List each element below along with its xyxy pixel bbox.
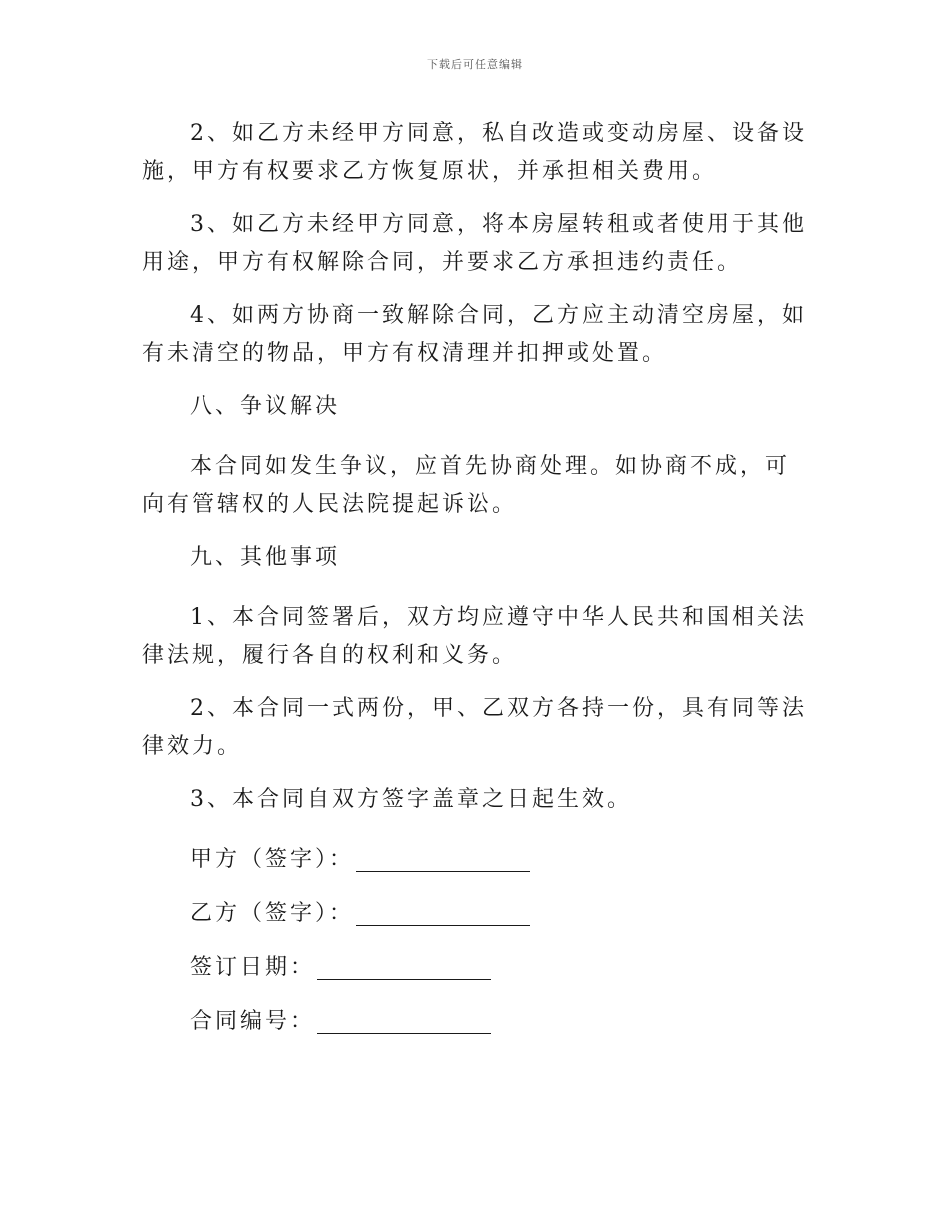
clause-2-copies: 2、本合同一式两份，甲、乙双方各持一份，具有同等法律效力。: [142, 696, 807, 759]
signature-party-a-blank: [356, 847, 530, 872]
signature-party-b-blank: [356, 901, 530, 926]
signature-party-b-label: 乙方（签字）：: [190, 901, 355, 926]
signature-party-a: [142, 841, 808, 879]
signature-party-b: [142, 895, 808, 933]
clause-3-effective: 3、本合同自双方签字盖章之日起生效。: [190, 787, 632, 812]
clause-dispute-resolution: 本合同如发生争议，应首先协商处理。如协商不成，可向有管辖权的人民法院提起诉讼。: [142, 454, 791, 517]
signature-party-a-label: 甲方（签字）：: [190, 847, 355, 872]
contract-number: [142, 1003, 808, 1041]
contract-number-label: 合同编号：: [190, 1009, 316, 1034]
sign-date: [142, 949, 808, 987]
document-body: [142, 115, 808, 1057]
clause-1-compliance: 1、本合同签署后，双方均应遵守中华人民共和国相关法律法规，履行各自的权利和义务。: [142, 605, 807, 668]
sign-date-blank: [317, 955, 491, 980]
clause-2-modification: 2、如乙方未经甲方同意，私自改造或变动房屋、设备设施，甲方有权要求乙方恢复原状，并承担相关费用。: [142, 121, 807, 184]
contract-number-blank: [317, 1009, 491, 1034]
section-heading-dispute: 八、争议解决: [190, 394, 341, 419]
section-heading-other: 九、其他事项: [190, 545, 341, 570]
sign-date-label: 签订日期：: [190, 955, 316, 980]
clause-4-termination: 4、如两方协商一致解除合同，乙方应主动清空房屋，如有未清空的物品，甲方有权清理并扣押或处置。: [142, 303, 807, 366]
page-header: 下载后可任意编辑: [427, 58, 523, 71]
clause-3-sublet: 3、如乙方未经甲方同意，将本房屋转租或者使用于其他用途，甲方有权解除合同，并要求乙方承担违约责任。: [142, 212, 807, 275]
